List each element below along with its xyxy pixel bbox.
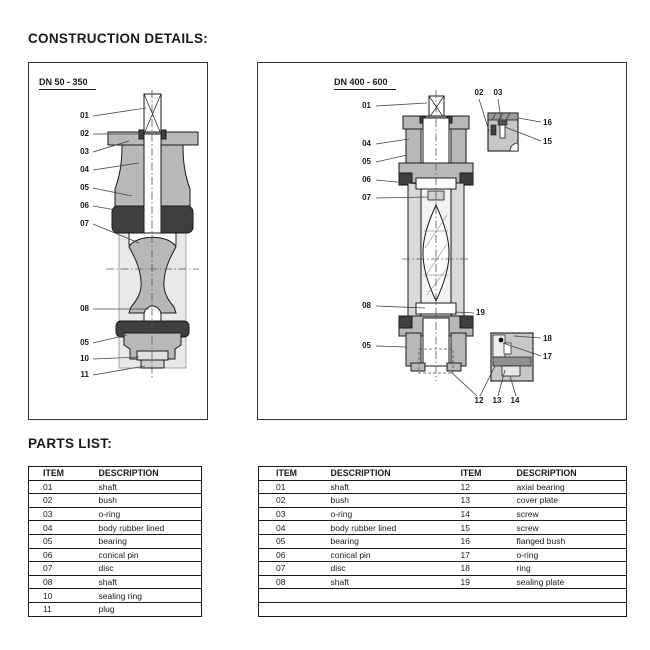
lower-seal-left: [399, 316, 412, 328]
plug: [141, 360, 164, 368]
table-cell: 14: [444, 507, 500, 521]
table-cell: flanged bush: [500, 534, 627, 548]
bottom-detail-inset: [491, 333, 533, 381]
callout-label-16: 16: [543, 118, 552, 127]
table-cell: [444, 602, 500, 616]
table-cell: [259, 589, 314, 603]
table-cell: 19: [444, 575, 500, 589]
table-cell: [259, 602, 314, 616]
table-cell: 10: [29, 589, 85, 603]
table-row: [259, 494, 627, 508]
callout-label-05: 05: [80, 183, 89, 192]
table-cell: o-ring: [85, 507, 202, 521]
table-cell: 02: [259, 494, 314, 508]
table-cell: 05: [259, 534, 314, 548]
table-cell: [500, 602, 627, 616]
table-cell: shaft: [314, 575, 444, 589]
table-row: [259, 521, 627, 535]
parts-list-title: PARTS LIST:: [28, 436, 113, 451]
table-cell: sealing ring: [85, 589, 202, 603]
callout-label-05: 05: [80, 338, 89, 347]
sealing-ring: [137, 351, 168, 360]
table-cell: bush: [314, 494, 444, 508]
callout-label-12: 12: [474, 396, 484, 405]
callout-label-06: 06: [362, 175, 371, 184]
table-row: [259, 575, 627, 589]
table-cell: o-ring: [314, 507, 444, 521]
table-cell: 01: [29, 480, 85, 494]
table-cell: screw: [500, 521, 627, 535]
table-cell: bearing: [85, 534, 202, 548]
valve-drawing-dn400-600: [258, 63, 628, 421]
table-cell: [314, 602, 444, 616]
callout-label-05: 05: [362, 157, 371, 166]
table-cell: [444, 589, 500, 603]
table-cell: shaft: [314, 480, 444, 494]
table-cell: shaft: [85, 575, 202, 589]
callout-label-02: 02: [80, 129, 89, 138]
table-cell: 18: [444, 562, 500, 576]
column-header: ITEM: [29, 467, 85, 481]
callout-label-01: 01: [362, 101, 371, 110]
parts-table-dn400-600: [258, 466, 627, 617]
panel-label-dn50-350: DN 50 - 350: [39, 77, 96, 90]
callout-label-04: 04: [362, 139, 371, 148]
callout-label-19: 19: [476, 308, 485, 317]
table-cell: 08: [259, 575, 314, 589]
table-row: [29, 521, 202, 535]
table-cell: [500, 589, 627, 603]
table-cell: 05: [29, 534, 85, 548]
lower-seal-right: [460, 316, 473, 328]
table-cell: 06: [259, 548, 314, 562]
top-shaft: [429, 96, 444, 118]
table-cell: 15: [444, 521, 500, 535]
parts-table-dn50-350: [28, 466, 202, 617]
table-row: [29, 534, 202, 548]
column-header: DESCRIPTION: [85, 467, 202, 481]
table-cell: bearing: [314, 534, 444, 548]
column-header: DESCRIPTION: [314, 467, 444, 481]
table-row: [259, 548, 627, 562]
table-row: [29, 507, 202, 521]
table-row: [259, 602, 627, 616]
callout-label-13: 13: [492, 396, 502, 405]
table-cell: o-ring: [500, 548, 627, 562]
callout-label-15: 15: [543, 137, 552, 146]
diagram-panel-dn50-350: [28, 62, 208, 420]
callout-label-14: 14: [510, 396, 520, 405]
body-wall-left: [408, 183, 421, 316]
table-row: [259, 562, 627, 576]
table-row: [259, 507, 627, 521]
table-cell: 13: [444, 494, 500, 508]
table-row: [29, 480, 202, 494]
callout-label-10: 10: [80, 354, 89, 363]
top-shaft: [144, 94, 161, 134]
callout-label-18: 18: [543, 334, 552, 343]
table-cell: 08: [29, 575, 85, 589]
bottom-foot-right: [447, 363, 461, 371]
callout-label-06: 06: [80, 201, 89, 210]
table-cell: 06: [29, 548, 85, 562]
table-cell: 11: [43, 604, 52, 615]
table-cell: disc: [314, 562, 444, 576]
panel-label-dn400-600: DN 400 - 600: [334, 77, 396, 90]
column-header: ITEM: [444, 467, 500, 481]
callout-label-11: 11: [80, 370, 89, 379]
table-row: [259, 480, 627, 494]
table-cell: 07: [29, 562, 85, 576]
table-cell: screw: [500, 507, 627, 521]
table-row: [29, 494, 202, 508]
callout-label-04: 04: [80, 165, 89, 174]
callout-label-02: 02: [474, 88, 484, 97]
callout-label-03: 03: [80, 147, 89, 156]
table-cell: conical pin: [314, 548, 444, 562]
table-cell: sealing plate: [500, 575, 627, 589]
table-row: [29, 602, 202, 616]
callout-label-08: 08: [362, 301, 371, 310]
construction-details-title: CONSTRUCTION DETAILS:: [28, 31, 209, 46]
table-cell: 17: [444, 548, 500, 562]
table-cell: cover plate: [500, 494, 627, 508]
bottom-foot-left: [411, 363, 425, 371]
table-cell: axial bearing: [500, 480, 627, 494]
callout-label-08: 08: [80, 304, 89, 313]
valve-drawing-dn50-350: [29, 63, 209, 421]
table-cell: bush: [85, 494, 202, 508]
top-detail-inset: [488, 113, 518, 151]
column-header: DESCRIPTION: [500, 467, 627, 481]
table-row: [259, 534, 627, 548]
callout-label-01: 01: [80, 111, 89, 120]
table-cell: plug: [98, 604, 115, 615]
header-row: [29, 467, 202, 481]
table-cell: 16: [444, 534, 500, 548]
table-cell: 12: [444, 480, 500, 494]
table-cell: conical pin: [85, 548, 202, 562]
table-cell: ring: [500, 562, 627, 576]
table-cell: 03: [29, 507, 85, 521]
body-wall-right: [451, 183, 464, 316]
shaft-column: [144, 134, 161, 233]
column-header: ITEM: [259, 467, 314, 481]
table-cell: 01: [259, 480, 314, 494]
callout-label-03: 03: [493, 88, 503, 97]
table-cell: shaft: [85, 480, 202, 494]
table-cell: 02: [29, 494, 85, 508]
table-row: [259, 589, 627, 603]
table-row: [29, 548, 202, 562]
callout-label-07: 07: [80, 219, 89, 228]
diagram-panel-dn400-600: [257, 62, 627, 420]
table-cell: 04: [29, 521, 85, 535]
table-cell: 03: [259, 507, 314, 521]
table-cell: disc: [85, 562, 202, 576]
table-row: [29, 575, 202, 589]
table-row: [29, 589, 202, 603]
table-cell: body rubber lined: [314, 521, 444, 535]
table-cell: body rubber lined: [85, 521, 202, 535]
callout-label-07: 07: [362, 193, 371, 202]
table-cell: 07: [259, 562, 314, 576]
o-ring-right: [161, 130, 166, 139]
table-row: [29, 562, 202, 576]
callout-label-05: 05: [362, 341, 371, 350]
table-cell: [314, 589, 444, 603]
callout-label-17: 17: [543, 352, 552, 361]
header-row: [259, 467, 627, 481]
o-ring-left: [139, 130, 144, 139]
table-cell: 04: [259, 521, 314, 535]
